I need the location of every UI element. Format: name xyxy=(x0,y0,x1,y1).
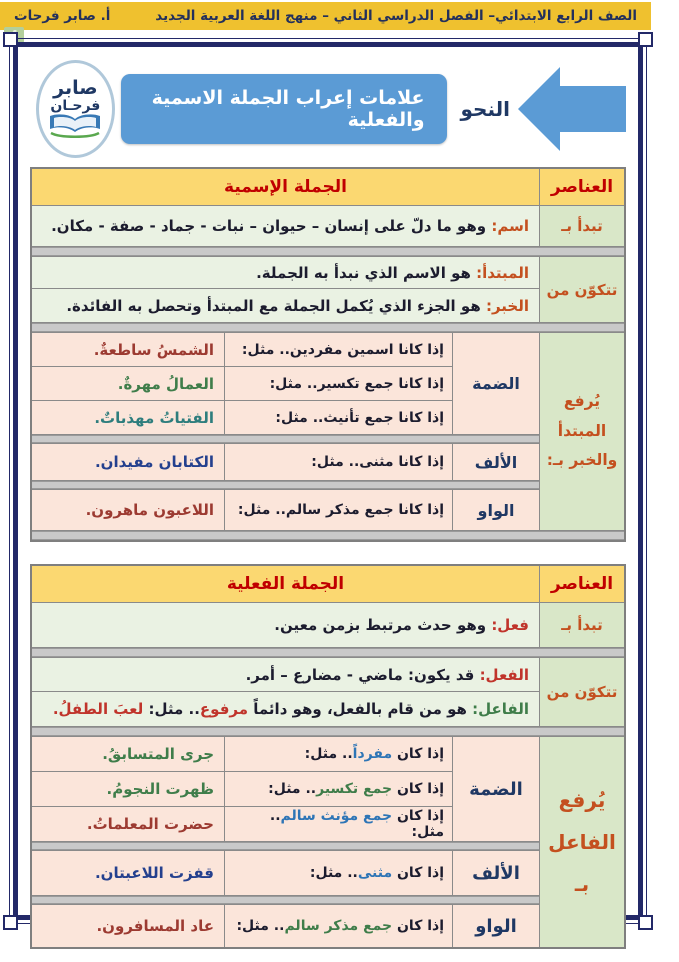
condition-pre: إذا كان xyxy=(392,918,444,934)
row-label: تتكوّن من xyxy=(546,280,618,299)
condition-text: إذا كانا جمع مذكر سالم.. مثل: xyxy=(237,502,444,518)
condition-pre: إذا كان xyxy=(392,808,444,824)
condition-cell xyxy=(225,333,452,366)
example-text: العمالُ مهرةٌ. xyxy=(117,374,214,393)
condition-cell xyxy=(225,851,452,895)
definition-example: لعبَ الطفلُ. xyxy=(52,700,144,718)
starts-with-label xyxy=(540,603,624,647)
condition-pre: إذا كان xyxy=(392,746,444,762)
condition-keyword: جمع مذكر سالم xyxy=(284,918,393,934)
example-cell xyxy=(32,851,224,895)
logo xyxy=(36,60,115,158)
condition-text xyxy=(225,918,452,934)
example-text: الكتابان مفيدان. xyxy=(94,453,214,471)
condition-keyword: جمع مؤنث سالم xyxy=(280,808,393,824)
definition-body: وهو حدث مرتبط بزمن معين. xyxy=(274,616,492,634)
starts-with-definition xyxy=(32,206,539,246)
definition-text xyxy=(32,217,539,235)
marker-damma-cell xyxy=(453,333,539,434)
example-cell xyxy=(32,401,224,434)
condition-text: إذا كانا جمع تكسير.. مثل: xyxy=(269,375,444,392)
condition-keyword: مفرداً xyxy=(352,746,393,762)
separator xyxy=(32,247,624,256)
table-title-cell xyxy=(32,566,539,602)
example-cell xyxy=(32,367,224,400)
arrow-body xyxy=(560,86,626,132)
example-cell xyxy=(32,333,224,366)
definition-keyword: مرفوع xyxy=(199,700,249,718)
condition-cell xyxy=(225,807,452,841)
condition-post: .. مثل: xyxy=(304,746,353,762)
separator xyxy=(32,531,624,540)
elements-header-cell xyxy=(540,169,624,205)
separator xyxy=(32,323,624,332)
content-frame xyxy=(9,38,647,937)
logo-name-line2: فرحـان xyxy=(50,97,101,114)
consists-of-label xyxy=(540,257,624,322)
frame-inner xyxy=(13,42,643,937)
marker-name: الألف xyxy=(472,862,520,884)
condition-post: .. مثل: xyxy=(236,918,285,934)
frame-corner-icon xyxy=(3,915,18,930)
row-label xyxy=(540,779,624,905)
marker-name: الألف xyxy=(474,452,518,472)
worksheet-page xyxy=(0,2,679,962)
example-text: جرى المتسابقُ. xyxy=(102,745,214,763)
definition-term: المبتدأ: xyxy=(476,263,529,282)
definition-text xyxy=(32,297,539,315)
top-bar xyxy=(0,2,651,30)
separator xyxy=(32,727,624,736)
condition-cell xyxy=(225,772,452,806)
verbal-sentence-table xyxy=(30,564,626,949)
condition-text: إذا كانا مثنى.. مثل: xyxy=(311,454,444,470)
nominal-sentence-table xyxy=(30,167,626,542)
example-text: ظهرت النجومُ. xyxy=(106,780,214,798)
marker-name: الضمة xyxy=(472,374,520,393)
course-title: الصف الرابع الابتدائي– الفصل الدراسي الثاني – منهج اللغة العربية الجديد xyxy=(155,8,637,24)
condition-cell xyxy=(225,367,452,400)
title-banner xyxy=(121,74,447,144)
example-text: الفتياتُ مهذباتٌ. xyxy=(94,408,214,427)
example-text: الشمسُ ساطعةٌ. xyxy=(93,340,214,359)
condition-cell xyxy=(225,490,452,530)
example-cell xyxy=(32,737,224,771)
frame-corner-icon xyxy=(638,32,653,47)
condition-cell xyxy=(225,737,452,771)
fiil-definition xyxy=(32,658,539,691)
row-label: تبدأ بـ xyxy=(561,616,603,634)
condition-pre: إذا كان xyxy=(392,781,444,797)
frame-corner-icon xyxy=(638,915,653,930)
example-cell xyxy=(32,490,224,530)
example-cell xyxy=(32,807,224,841)
condition-text xyxy=(225,746,452,762)
definition-term: الخبر: xyxy=(485,296,529,315)
definition-term: فعل: xyxy=(491,616,529,634)
example-cell xyxy=(32,444,224,480)
row-label xyxy=(540,387,624,475)
example-cell xyxy=(32,905,224,947)
separator xyxy=(32,435,539,443)
definition-body: .. مثل: xyxy=(143,700,200,718)
definition-text xyxy=(32,264,539,282)
nahw-arrow xyxy=(518,67,626,151)
condition-text xyxy=(225,781,452,797)
starts-with-definition xyxy=(32,603,539,647)
consists-of-label xyxy=(540,658,624,726)
example-text: حضرت المعلماتُ. xyxy=(86,815,214,833)
marker-name: الواو xyxy=(477,500,515,520)
author-name: أ. صابر فرحات xyxy=(14,8,111,24)
condition-cell xyxy=(225,401,452,434)
condition-post: .. مثل: xyxy=(309,865,358,881)
condition-text: إذا كانا اسمين مفردين.. مثل: xyxy=(241,341,444,358)
raise-line: يُرفع xyxy=(563,392,601,411)
marker-alif-cell xyxy=(453,851,539,895)
separator xyxy=(32,896,539,904)
elements-header-cell xyxy=(540,566,624,602)
page-title: علامات إعراب الجملة الاسمية والفعلية xyxy=(151,87,425,131)
row-label: تبدأ بـ xyxy=(561,217,603,235)
separator xyxy=(32,481,539,489)
raised-by-label xyxy=(540,737,624,947)
fael-definition xyxy=(32,692,539,726)
definition-term: اسم: xyxy=(491,217,529,235)
definition-body: هو الجزء الذي يُكمل الجملة مع المبتدأ وتحصل به الفائدة. xyxy=(66,296,486,315)
table-title: الجملة الإسمية xyxy=(224,177,347,197)
definition-text xyxy=(32,616,539,634)
condition-text xyxy=(225,865,452,881)
marker-name: الضمة xyxy=(469,778,523,800)
definition-term: الفعل: xyxy=(479,665,529,684)
definition-text xyxy=(32,666,539,684)
definition-body: وهو ما دلّ على إنسان – حيوان – نبات - جماد - صفة - مكان. xyxy=(51,217,492,235)
condition-keyword: مثنى xyxy=(357,865,393,881)
raise-line: المبتدأ xyxy=(557,421,607,440)
row-label: تتكوّن من xyxy=(546,683,618,701)
example-text: اللاعبون ماهرون. xyxy=(85,501,214,519)
elements-header: العناصر xyxy=(550,177,614,197)
page-header xyxy=(30,55,626,163)
condition-cell xyxy=(225,444,452,480)
condition-post: .. مثل: xyxy=(268,781,317,797)
logo-name-line1: صابر xyxy=(53,76,98,99)
raised-by-label xyxy=(540,333,624,530)
frame-corner-icon xyxy=(3,32,18,47)
khabar-definition xyxy=(32,289,539,322)
arrow-head-icon xyxy=(518,67,560,151)
definition-body: هو الاسم الذي نبدأ به الجملة. xyxy=(256,263,477,282)
section-label: النحو xyxy=(460,97,510,121)
marker-name: الواو xyxy=(475,915,517,937)
condition-post: .. مثل: xyxy=(269,808,444,840)
definition-term: الفاعل: xyxy=(472,700,529,718)
raise-line: والخبر بـ: xyxy=(546,451,618,470)
marker-waw-cell xyxy=(453,905,539,947)
raise-line: الفاعل بـ xyxy=(548,830,616,896)
table-title-cell xyxy=(32,169,539,205)
marker-alif-cell xyxy=(453,444,539,480)
mubtada-definition xyxy=(32,257,539,288)
open-book-icon xyxy=(47,113,103,139)
example-text: عاد المسافرون. xyxy=(96,917,214,935)
condition-cell xyxy=(225,905,452,947)
condition-keyword: جمع تكسير xyxy=(316,781,393,797)
separator xyxy=(32,648,624,657)
example-cell xyxy=(32,772,224,806)
definition-body: قد يكون: ماضي - مضارع – أمر. xyxy=(245,665,480,684)
definition-body: هو من قام بالفعل، وهو دائماً xyxy=(248,700,473,718)
raise-line: يُرفع xyxy=(558,788,606,812)
condition-text: إذا كانا جمع تأنيث.. مثل: xyxy=(275,409,444,426)
example-text: قفزت اللاعبتان. xyxy=(94,864,214,882)
starts-with-label xyxy=(540,206,624,246)
marker-waw-cell xyxy=(453,490,539,530)
definition-text xyxy=(32,700,539,718)
condition-pre: إذا كان xyxy=(392,865,444,881)
elements-header: العناصر xyxy=(550,574,614,594)
table-title: الجملة الفعلية xyxy=(226,574,345,594)
marker-damma-cell xyxy=(453,737,539,841)
condition-text xyxy=(225,808,452,840)
separator xyxy=(32,842,539,850)
